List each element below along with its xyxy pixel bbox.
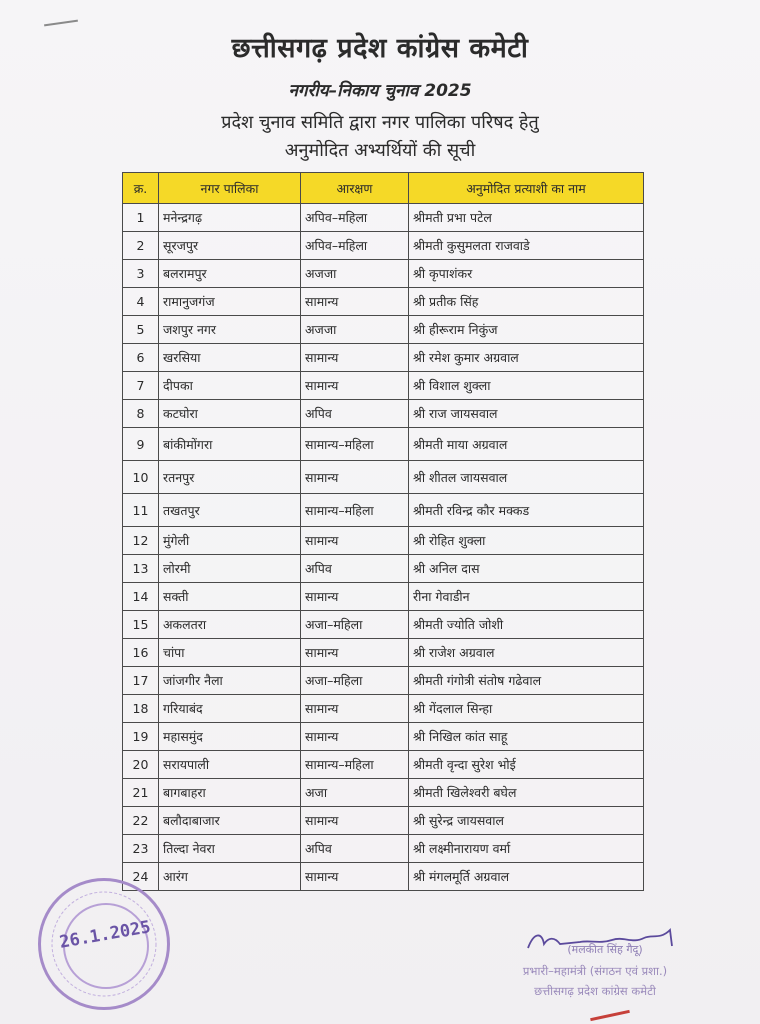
table-row xyxy=(123,667,644,695)
cell-serial: 20 xyxy=(123,751,159,779)
header-serial: क्र. xyxy=(123,173,159,204)
cell-reservation: सामान्य xyxy=(301,583,409,611)
table-row xyxy=(123,695,644,723)
cell-serial: 3 xyxy=(123,260,159,288)
cell-serial: 5 xyxy=(123,316,159,344)
cell-city: दीपका xyxy=(159,372,301,400)
cell-candidate: श्रीमती माया अग्रवाल xyxy=(409,428,644,461)
header-reservation: आरक्षण xyxy=(301,173,409,204)
table-row xyxy=(123,316,644,344)
cell-candidate: श्रीमती गंगोत्री संतोष गढेवाल xyxy=(409,667,644,695)
cell-serial: 1 xyxy=(123,204,159,232)
cell-city: जशपुर नगर xyxy=(159,316,301,344)
table-header-row xyxy=(123,173,644,204)
table-body xyxy=(123,204,644,891)
table-row xyxy=(123,288,644,316)
cell-candidate: श्री हीरूराम निकुंज xyxy=(409,316,644,344)
cell-city: बलौदाबाजार xyxy=(159,807,301,835)
table-row xyxy=(123,344,644,372)
cell-city: मुंगेली xyxy=(159,527,301,555)
cell-serial: 19 xyxy=(123,723,159,751)
cell-reservation: सामान्य xyxy=(301,807,409,835)
cell-city: आरंग xyxy=(159,863,301,891)
cell-candidate: श्रीमती कुसुमलता राजवाडे xyxy=(409,232,644,260)
table-row xyxy=(123,372,644,400)
cell-city: बागबाहरा xyxy=(159,779,301,807)
cell-city: सरायपाली xyxy=(159,751,301,779)
table-row xyxy=(123,232,644,260)
document-heading-line2: अनुमोदित अभ्यर्थियों की सूची xyxy=(284,140,476,161)
cell-serial: 6 xyxy=(123,344,159,372)
cell-city: गरियाबंद xyxy=(159,695,301,723)
cell-reservation: अपिव xyxy=(301,555,409,583)
cell-reservation: सामान्य xyxy=(301,344,409,372)
cell-serial: 11 xyxy=(123,494,159,527)
office-stamp xyxy=(38,878,170,1010)
table-row xyxy=(123,428,644,461)
cell-candidate: श्री रोहित शुक्ला xyxy=(409,527,644,555)
cell-candidate: श्री शीतल जायसवाल xyxy=(409,461,644,494)
cell-city: सूरजपुर xyxy=(159,232,301,260)
table-row xyxy=(123,807,644,835)
table-row xyxy=(123,835,644,863)
cell-serial: 15 xyxy=(123,611,159,639)
cell-candidate: श्री गेंदलाल सिन्हा xyxy=(409,695,644,723)
cell-city: तखतपुर xyxy=(159,494,301,527)
candidate-table xyxy=(122,172,644,891)
table-row xyxy=(123,494,644,527)
table-row xyxy=(123,639,644,667)
cell-serial: 21 xyxy=(123,779,159,807)
cell-city: कटघोरा xyxy=(159,400,301,428)
table-row xyxy=(123,751,644,779)
cell-candidate: श्री विशाल शुक्ला xyxy=(409,372,644,400)
stamp-date: 26.1.2025 xyxy=(57,917,153,953)
cell-serial: 24 xyxy=(123,863,159,891)
cell-reservation: सामान्य xyxy=(301,695,409,723)
table-row xyxy=(123,863,644,891)
cell-candidate: श्री कृपाशंकर xyxy=(409,260,644,288)
cell-reservation: सामान्य–महिला xyxy=(301,494,409,527)
cell-city: बलरामपुर xyxy=(159,260,301,288)
cell-candidate: रीना गेवाडीन xyxy=(409,583,644,611)
cell-reservation: सामान्य xyxy=(301,639,409,667)
cell-reservation: अपिव–महिला xyxy=(301,204,409,232)
cell-serial: 13 xyxy=(123,555,159,583)
cell-serial: 2 xyxy=(123,232,159,260)
cell-city: लोरमी xyxy=(159,555,301,583)
cell-serial: 4 xyxy=(123,288,159,316)
cell-reservation: अपिव–महिला xyxy=(301,232,409,260)
cell-city: मनेन्द्रगढ़ xyxy=(159,204,301,232)
cell-candidate: श्री प्रतीक सिंह xyxy=(409,288,644,316)
signatory-name: (मलकीत सिंह गैदू) xyxy=(567,943,643,956)
cell-serial: 18 xyxy=(123,695,159,723)
table-row xyxy=(123,461,644,494)
cell-serial: 22 xyxy=(123,807,159,835)
cell-candidate: श्रीमती खिलेश्वरी बघेल xyxy=(409,779,644,807)
table-row xyxy=(123,400,644,428)
cell-serial: 23 xyxy=(123,835,159,863)
cell-reservation: अजा xyxy=(301,779,409,807)
cell-candidate: श्रीमती ज्योति जोशी xyxy=(409,611,644,639)
cell-candidate: श्री निखिल कांत साहू xyxy=(409,723,644,751)
cell-city: चांपा xyxy=(159,639,301,667)
cell-reservation: अजजा xyxy=(301,260,409,288)
cell-reservation: सामान्य xyxy=(301,372,409,400)
table-row xyxy=(123,779,644,807)
cell-candidate: श्री रमेश कुमार अग्रवाल xyxy=(409,344,644,372)
cell-reservation: सामान्य xyxy=(301,723,409,751)
cell-candidate: श्रीमती प्रभा पटेल xyxy=(409,204,644,232)
header-city: नगर पालिका xyxy=(159,173,301,204)
cell-reservation: सामान्य–महिला xyxy=(301,751,409,779)
cell-city: रतनपुर xyxy=(159,461,301,494)
cell-candidate: श्री मंगलमूर्ति अग्रवाल xyxy=(409,863,644,891)
cell-candidate: श्री राजेश अग्रवाल xyxy=(409,639,644,667)
cell-candidate: श्री अनिल दास xyxy=(409,555,644,583)
signatory-organization: छत्तीसगढ़ प्रदेश कांग्रेस कमेटी xyxy=(534,984,656,998)
cell-candidate: श्री राज जायसवाल xyxy=(409,400,644,428)
cell-city: अकलतरा xyxy=(159,611,301,639)
cell-city: महासमुंद xyxy=(159,723,301,751)
cell-serial: 17 xyxy=(123,667,159,695)
cell-city: खरसिया xyxy=(159,344,301,372)
cell-city: सक्ती xyxy=(159,583,301,611)
cell-reservation: अजा–महिला xyxy=(301,667,409,695)
cell-city: तिल्दा नेवरा xyxy=(159,835,301,863)
table-row xyxy=(123,260,644,288)
cell-serial: 16 xyxy=(123,639,159,667)
cell-city: बांकीमोंगरा xyxy=(159,428,301,461)
table-row xyxy=(123,204,644,232)
cell-candidate: श्रीमती वृन्दा सुरेश भोई xyxy=(409,751,644,779)
cell-reservation: सामान्य xyxy=(301,527,409,555)
document-title: छत्तीसगढ़ प्रदेश कांग्रेस कमेटी xyxy=(231,33,529,64)
document-subtitle: नगरीय–निकाय चुनाव 2025 xyxy=(288,81,472,101)
cell-reservation: अजजा xyxy=(301,316,409,344)
cell-city: जांजगीर नैला xyxy=(159,667,301,695)
cell-reservation: अपिव xyxy=(301,835,409,863)
table-row xyxy=(123,555,644,583)
red-pen-mark xyxy=(590,1010,630,1021)
cell-serial: 12 xyxy=(123,527,159,555)
signatory-title: प्रभारी–महामंत्री (संगठन एवं प्रशा.) xyxy=(522,964,668,978)
cell-reservation: सामान्य–महिला xyxy=(301,428,409,461)
table-row xyxy=(123,611,644,639)
cell-serial: 8 xyxy=(123,400,159,428)
cell-reservation: अजा–महिला xyxy=(301,611,409,639)
cell-reservation: सामान्य xyxy=(301,461,409,494)
cell-reservation: सामान्य xyxy=(301,863,409,891)
cell-serial: 9 xyxy=(123,428,159,461)
table-row xyxy=(123,527,644,555)
table-row xyxy=(123,583,644,611)
pen-mark xyxy=(44,20,78,27)
table-row xyxy=(123,723,644,751)
cell-candidate: श्री सुरेन्द्र जायसवाल xyxy=(409,807,644,835)
document-heading-line1: प्रदेश चुनाव समिति द्वारा नगर पालिका परिषद हेतु xyxy=(221,112,539,133)
cell-candidate: श्री लक्ष्मीनारायण वर्मा xyxy=(409,835,644,863)
cell-serial: 14 xyxy=(123,583,159,611)
header-candidate: अनुमोदित प्रत्याशी का नाम xyxy=(409,173,644,204)
cell-serial: 10 xyxy=(123,461,159,494)
cell-city: रामानुजगंज xyxy=(159,288,301,316)
cell-reservation: सामान्य xyxy=(301,288,409,316)
cell-candidate: श्रीमती रविन्द्र कौर मक्कड xyxy=(409,494,644,527)
cell-serial: 7 xyxy=(123,372,159,400)
cell-reservation: अपिव xyxy=(301,400,409,428)
